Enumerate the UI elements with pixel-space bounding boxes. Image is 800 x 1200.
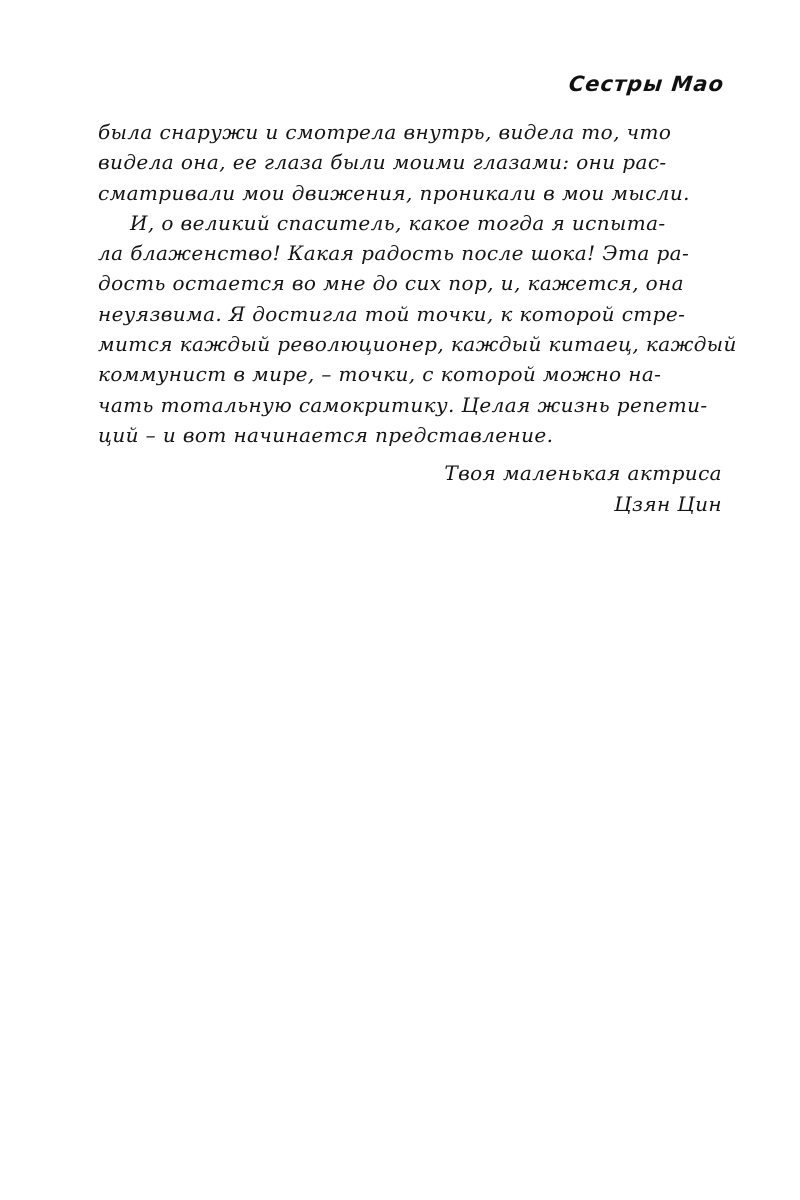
letter-line: чать тотальную самокритику. Целая жизнь репети- [98,392,708,417]
running-head-title: Сестры Мао [567,72,726,96]
letter-line: видела она, ее глаза были моими глазами: они рас- [98,150,667,175]
letter-line: сматривали мои движения, проникали в мои мысли. [98,180,690,205]
letter-line: была снаружи и смотрела внутрь, видела то, что [98,120,672,144]
letter-line: коммунист в мире, – точки, с которой можно на- [98,362,662,387]
letter-body [98,117,738,450]
letter-line: неуязвима. Я достигла той точки, к которой стре- [98,301,686,326]
letter-line: ла блаженство! Какая радость после шока! Эта ра- [98,241,690,266]
letter-signature [444,458,722,520]
letter-line: И, о великий спаситель, какое тогда я испыта- [130,210,666,235]
signature-name: Цзян Цин [614,492,722,516]
letter-line: дость остается во мне до сих пор, и, кажется, она [98,271,684,296]
signature-closing: Твоя маленькая актриса [444,461,722,485]
letter-line: мится каждый революционер, каждый китаец, каждый [98,332,737,357]
letter-line: ций – и вот начинается представление. [98,422,554,447]
